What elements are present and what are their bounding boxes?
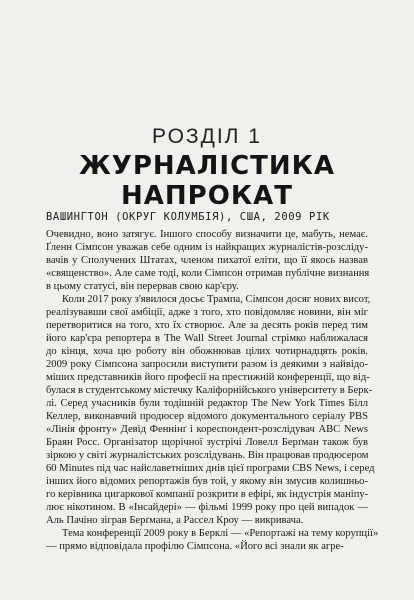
text-line: міших представників його професії на престижній конференції, що від- [46,372,370,383]
text-line: Ґленн Сімпсон уважав себе одним із найкращих журналістів-розсліду- [46,242,368,253]
text-line: го керівника цигаркової компанії розкрити в ефірі, як індустрія маніпу- [46,489,369,500]
paragraph [46,293,375,527]
text-line: 60 Minutes під час найславетніших днів цієї програми CBS News, і серед [46,463,375,474]
text-line: до кінця, хоча цю роботу він обожнював цілих чотирнадцять років. [46,346,368,357]
chapter-title: ЖУРНАЛІСТИКА НАПРОКАТ [78,151,336,211]
text-line: в цьому статусі, він перервав свою кар'єру. [46,281,239,292]
text-line: Браян Росс. Організатор щорічної зустрічі Ловелл Берґман також був [46,437,368,448]
chapter-label: РОЗДІЛ 1 [152,125,262,148]
text-line: «Лінія фронту» Девід Феннінґ і кореспондент-розслідувач ABC News [46,424,368,435]
text-line: Келлер, виконавчий продюсер відомого документального серіалу PBS [46,411,368,422]
text-line: перетворитися на того, хто їх створює. Але за десять років перед тим [46,320,368,331]
text-line: лює нікотином. В «Інсайдері» — фільмі 1999 року про цей випадок — [46,502,368,513]
paragraph [46,228,368,293]
text-line: «священство». Але саме тоді, коли Сімпсон отримав публічне визнання [46,268,370,279]
text-line: булася в студентському містечку Каліфорнійського університету в Берк- [46,385,373,396]
text-line: Коли 2017 року з'явилося досьє Трампа, Сімпсон досяг нових висот, [62,294,371,305]
text-line: 2009 року Сімпсона запросили виступити разом із деякими з найвідо- [46,359,368,370]
text-line: Тема конференції 2009 року в Берклі — «Репортажі на тему корупції» [62,528,379,539]
text-line: лі. Серед учасників були тодішній редактор The New York Times Білл [46,398,368,409]
paragraph [46,527,379,553]
text-line: його кар'єра репортера в The Wall Street Journal стрімко наближалася [46,333,368,344]
text-line: інших його відомих репортажів був той, у якому він змусив колишньо- [46,476,368,487]
text-line: Аль Пачіно зіграв Берґмана, а Рассел Кроу — викривача. [46,515,304,526]
text-line: зіркою у світі журналістських розслідувань. Він працював продюсером [46,450,369,461]
text-line: Очевидно, воно затягує. Іншого способу визначити це, мабуть, немає. [46,229,368,240]
body-text [46,228,379,553]
text-line: — прямо відповідала профілю Сімпсона. «Його всі знали як агре- [46,541,344,552]
text-line: вачів у Сполучених Штатах, членом пихатої еліти, що її якось назвав [46,255,368,266]
dateline: ВАШИНГТОН (ОКРУГ КОЛУМБІЯ), США, 2009 РІК [46,211,330,223]
text-line: реалізувавши свої амбіції, адже з того, хто повідомляє новини, він міг [46,307,368,318]
